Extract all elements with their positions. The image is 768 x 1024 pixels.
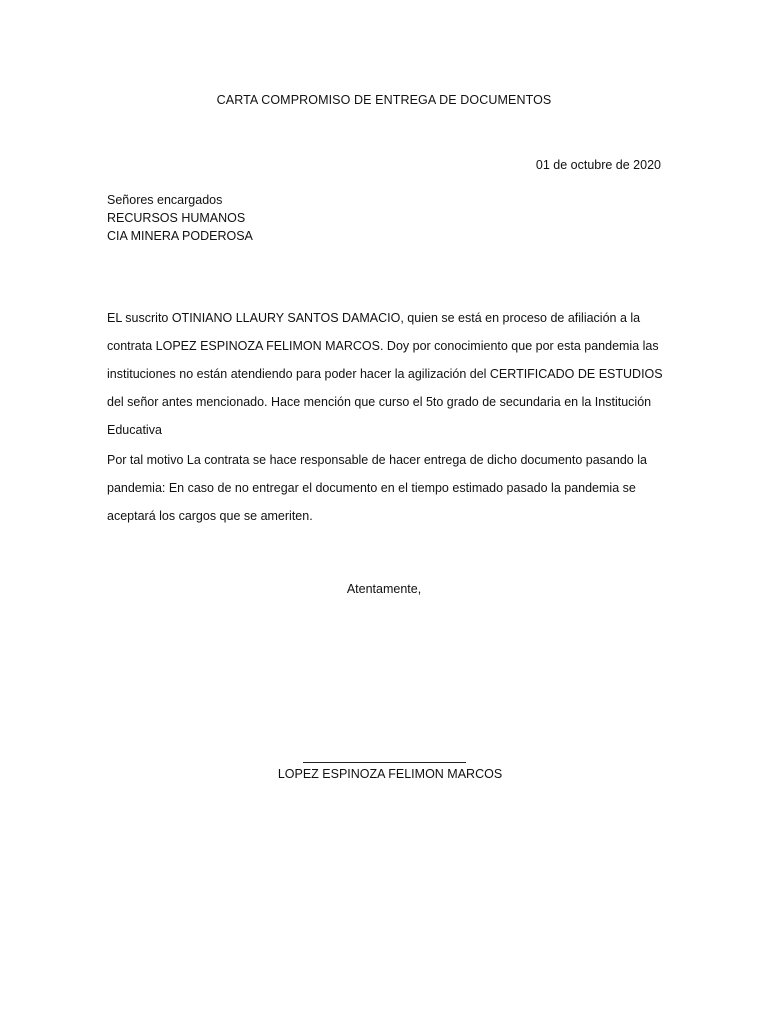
paragraph-line: contrata LOPEZ ESPINOZA FELIMON MARCOS. Doy por conocimiento que por esta pandemia las	[107, 339, 659, 353]
document-title: CARTA COMPROMISO DE ENTREGA DE DOCUMENTOS	[216, 93, 552, 107]
recipient-line: RECURSOS HUMANOS	[107, 211, 246, 225]
paragraph-line: instituciones no están atendiendo para poder hacer la agilización del CERTIFICADO DE ESTUDIOS	[107, 367, 663, 381]
recipient-line: CIA MINERA PODEROSA	[107, 229, 253, 243]
recipient-block	[107, 191, 253, 245]
letter-date: 01 de octubre de 2020	[535, 158, 661, 172]
closing-salutation: Atentamente,	[346, 582, 422, 596]
paragraph-line: EL suscrito OTINIANO LLAURY SANTOS DAMACIO, quien se está en proceso de afiliación a la	[107, 311, 641, 325]
paragraph-line: pandemia: En caso de no entregar el documento en el tiempo estimado pasado la pandemia se	[107, 481, 636, 495]
paragraph-line: Por tal motivo La contrata se hace responsable de hacer entrega de dicho documento pasando la	[107, 453, 647, 467]
body-paragraph-1	[107, 304, 661, 444]
body-paragraph-2	[107, 446, 661, 530]
paragraph-line: del señor antes mencionado. Hace mención que curso el 5to grado de secundaria en la Institución	[107, 395, 652, 409]
signature-line	[303, 762, 466, 763]
recipient-line: Señores encargados	[107, 193, 223, 207]
paragraph-line: Educativa	[107, 423, 162, 437]
paragraph-line: aceptará los cargos que se ameriten.	[107, 509, 313, 523]
signature-name: LOPEZ ESPINOZA FELIMON MARCOS	[277, 767, 503, 781]
